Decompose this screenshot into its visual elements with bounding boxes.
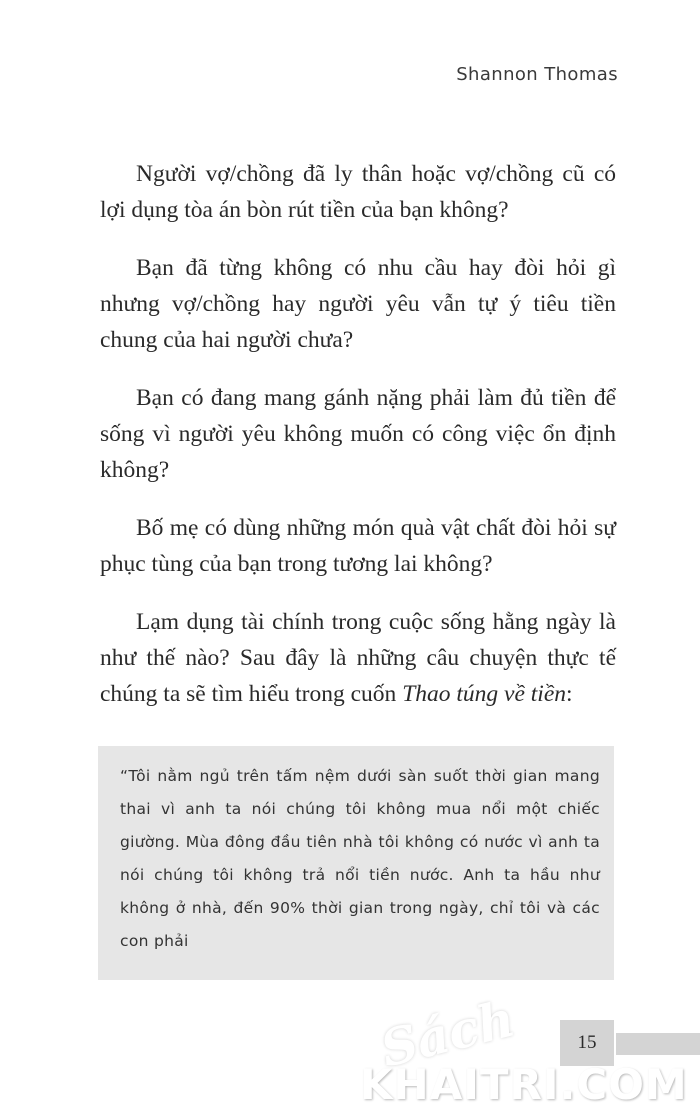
watermark-word: KHAITRI.COM [360,1060,688,1109]
paragraph-3: Bạn có đang mang gánh nặng phải làm đủ tiền để sống vì người yêu không muốn có công việc ổn định không? [100,385,616,483]
paragraph-5-text: Lạm dụng tài chính trong cuộc sống hằng ngày là như thế nào? Sau đây là những câu chuyện thực tế chúng ta sẽ tìm hiểu trong cuốn [100,609,616,707]
book-title: Thao túng về tiền [402,681,567,707]
paragraph-5 [100,604,616,712]
body-text [100,156,616,712]
page-number: 15 [560,1020,614,1066]
paragraph-5-suffix: : [566,681,573,707]
paragraph-2: Bạn đã từng không có nhu cầu hay đòi hỏi gì nhưng vợ/chồng hay người yêu vẫn tự ý tiêu tiền chung của hai người chưa? [100,255,616,353]
page-number-bar [616,1033,700,1055]
paragraph-4: Bố mẹ có dùng những món quà vật chất đòi hỏi sự phục tùng của bạn trong tương lai không? [100,515,616,577]
quote-text: “Tôi nằm ngủ trên tấm nệm dưới sàn suốt thời gian mang thai vì anh ta nói chúng tôi không mua nổi một chiếc giường. Mùa đông đầu tiên nhà tôi không có nước vì anh ta nói chúng tôi không trả nổi tiền nước. Anh ta hầu như không ở nhà, đến 90% thời gian trong ngày, chỉ tôi và các con phải [120,767,600,950]
running-header-author: Shannon Thomas [456,64,618,85]
watermark-logo [350,988,700,1120]
quote-box [98,746,614,980]
watermark-script: Sách [374,988,521,1079]
paragraph-1: Người vợ/chồng đã ly thân hoặc vợ/chồng cũ có lợi dụng tòa án bòn rút tiền của bạn không? [100,161,616,223]
